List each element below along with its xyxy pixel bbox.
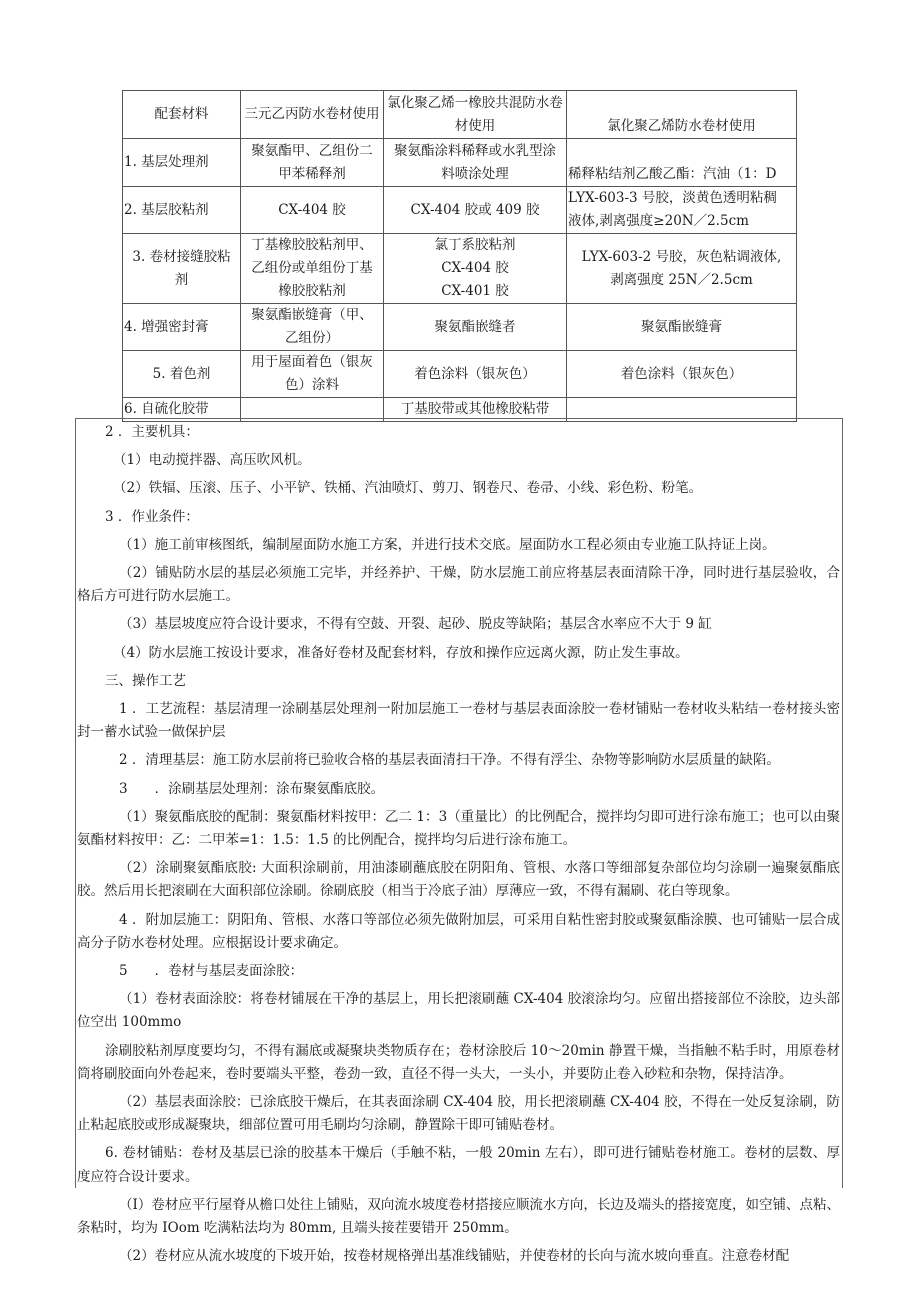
paragraph: （I）卷材应平行屋脊从檐口处往上铺贴，双向流水坡度卷材搭接应顺流水方向，长边及端头的搭接宽度，如空铺、点粘、条粘时，均为 IOom 吃满粘法均为 80mm, 且端头接茬要错开 250mm。: [77, 1196, 840, 1237]
row-label: 5. 着色剂: [123, 351, 241, 398]
row-label: 1. 基层处理剂: [123, 139, 241, 187]
table-row: [123, 351, 797, 398]
paragraph: （2）铺贴防水层的基层必须施工完毕，并经养护、干燥，防水层施工前应将基层表面清除干净，同时进行基层验收，合格后方可进行防水层施工。: [77, 565, 840, 605]
paragraph: 5 ．卷材与基层麦面涂胶：: [119, 963, 304, 980]
procedure-text-box: [75, 418, 843, 1265]
header-text-cpe-rubber: 氯化聚乙烯一橡胶共混防水卷材使用: [387, 94, 563, 134]
paragraph: （3）基层坡度应符合设计要求，不得有空鼓、开裂、起砂、脱皮等缺陷；基层含水率应不大于 9 缸: [119, 616, 712, 633]
header-cell-materials: 配套材料: [123, 91, 241, 139]
paragraph: （1）电动搅拌器、高压吹风机。: [113, 452, 311, 469]
row-label: 2. 基层胶粘剂: [123, 187, 241, 234]
section-heading-tools: 2 ．主要机具：: [105, 424, 199, 440]
header-text-epdm: 三元乙丙防水卷材使用: [244, 106, 380, 122]
table-row: [123, 304, 797, 351]
table-row: [123, 187, 797, 234]
section-heading-process: 三、操作工艺: [105, 672, 186, 689]
table-row: [123, 234, 797, 304]
paragraph: 4 ．附加层施工：阴阳角、管根、水落口等部位必须先做附加层，可采用自粘性密封胶或聚氨酯涂膜、也可铺贴一层合成高分子防水卷材处理。应根据设计要求确定。: [77, 911, 840, 951]
paragraph: 3 ．涂刷基层处理剂：涂布聚氨酯底胶。: [119, 780, 385, 797]
table-cell: 稀释粘结剂乙酸乙酯：汽油（1：D: [567, 139, 797, 187]
table-cell: 着色涂料（银灰色）: [384, 351, 567, 398]
paragraph: 6. 卷材铺贴：卷材及基层已涂的胶基本干燥后（手触不粘，一般 20min 左右），即可进行铺贴卷材施工。卷材的层数、厚度应符合设计要求。: [77, 1145, 840, 1185]
table-cell: 用于屋面着色（银灰 色）涂料: [241, 351, 384, 398]
header-cell-epdm: [241, 91, 384, 139]
paragraph: （1）卷材表面涂胶：将卷材铺展在干净的基层上，用长把滚刷蘸 CX-404 胶滚涂均匀。应留出搭接部位不涂胶，边头部位空出 100mmo: [77, 991, 840, 1031]
table-cell: 氯丁系胶粘剂 CX-404 胶 CX-401 胶: [384, 234, 567, 304]
paragraph: （2）基层表面涂胶：已涂底胶干燥后，在其表面涂刷 CX-404 胶，用长把滚刷蘸 CX-404 胶，不得在一处反复涂刷，防止粘起底胶或形成凝聚块，细部位置可用毛刷均匀涂刷，静置除干即可铺贴卷材。: [77, 1094, 840, 1134]
table-header-row: [123, 91, 797, 139]
table-cell: CX-404 胶: [241, 187, 384, 234]
table-cell: 丁基胶带或其他橡胶粘带: [384, 398, 567, 422]
paragraph: 涂刷胶粘剂厚度要均匀，不得有漏底或凝聚块类物质存在；卷材涂胶后 10～20min 静置干燥，当指触不粘手时，用原卷材筒将刷胶面向外卷起来，卷时要端头平整，卷劲一致，直径不得一头大，一头小，并要防止卷入砂粒和杂物，保持洁净。: [77, 1042, 840, 1082]
table-cell: 聚氨酯嵌缝膏: [567, 304, 797, 351]
paragraph: （1）聚氨酯底胶的配制：聚氨酯材料按甲：乙二 1：3（重量比）的比例配合，搅拌均匀即可进行涂布施工；也可以由聚氨酯材料按甲：乙：二甲苯=1：1.5：1.5 的比例配合，搅拌均匀后进行涂布施工。: [77, 808, 840, 849]
row-label: 6. 自硫化胶带: [123, 398, 241, 422]
paragraph: 1 ．工艺流程：基层清理一涂刷基层处理剂一附加层施工一卷材与基层表面涂胶一卷材铺贴一卷材收头粘结一卷材接头密封一蓄水试验一做保护层: [77, 701, 840, 741]
row-label: 3. 卷材接缝胶粘 剂: [123, 234, 241, 304]
row-label: 4. 增强密封膏: [123, 304, 241, 351]
table-cell: 着色涂料（银灰色）: [567, 351, 797, 398]
paragraph: （1）施工前审核图纸，编制屋面防水施工方案，并进行技术交底。屋面防水工程必须由专业施工队持证上岗。: [119, 536, 776, 553]
paragraph: 2 ．清理基层：施工防水层前将已验收合格的基层表面清扫干净。不得有浮尘、杂物等影响防水层质量的缺陷。: [119, 752, 780, 769]
header-cell-cpe-rubber: [384, 91, 567, 139]
materials-table: [122, 90, 797, 422]
section-heading-conditions: 3 ．作业条件：: [105, 508, 199, 525]
paragraph: （2）铁辐、压滚、压子、小平铲、铁桶、汽油喷灯、剪刀、钢卷尺、卷帚、小线、彩色粉、粉笔。: [113, 480, 703, 497]
paragraph: （2）卷材应从流水坡度的下坡开始，按卷材规格弹出基准线铺贴，并使卷材的长向与流水坡向垂直。注意卷材配: [119, 1248, 790, 1265]
table-cell: 聚氨酯嵌缝者: [384, 304, 567, 351]
table-cell: 丁基橡胶胶粘剂甲、 乙组份或单组份丁基 橡胶胶粘剂: [241, 234, 384, 304]
header-cell-cpe: 氯化聚乙烯防水卷材使用: [567, 91, 797, 139]
table-row: [123, 139, 797, 187]
table-cell: CX-404 胶或 409 胶: [384, 187, 567, 234]
table-cell: 聚氨酯甲、乙组份二 甲苯稀释剂: [241, 139, 384, 187]
table-cell: 聚氨酯涂料稀释或水乳型涂 料喷涂处理: [384, 139, 567, 187]
table-cell: LYX-603-3 号胶，淡黄色透明粘稠 液体,剥离强度≥20N／2.5cm: [567, 187, 797, 234]
table-cell: LYX-603-2 号胶，灰色粘调液体, 剥离强度 25N／2.5cm: [567, 234, 797, 304]
table-cell: 聚氨酯嵌缝膏（甲、 乙组份）: [241, 304, 384, 351]
paragraph: （2）涂刷聚氨酯底胶: 大面积涂刷前，用油漆刷蘸底胶在阴阳角、管根、水落口等细部复杂部位均匀涂刷一遍聚氨酯底胶。然后用长把滚刷在大面积部位涂刷。徐刷底胶（相当于冷底子油）厚薄应一致，不得有漏刷、花白等现象。: [77, 860, 840, 900]
paragraph: （4）防水层施工按设计要求，准备好卷材及配套材料，存放和操作应远离火源，防止发生事故。: [113, 644, 689, 661]
